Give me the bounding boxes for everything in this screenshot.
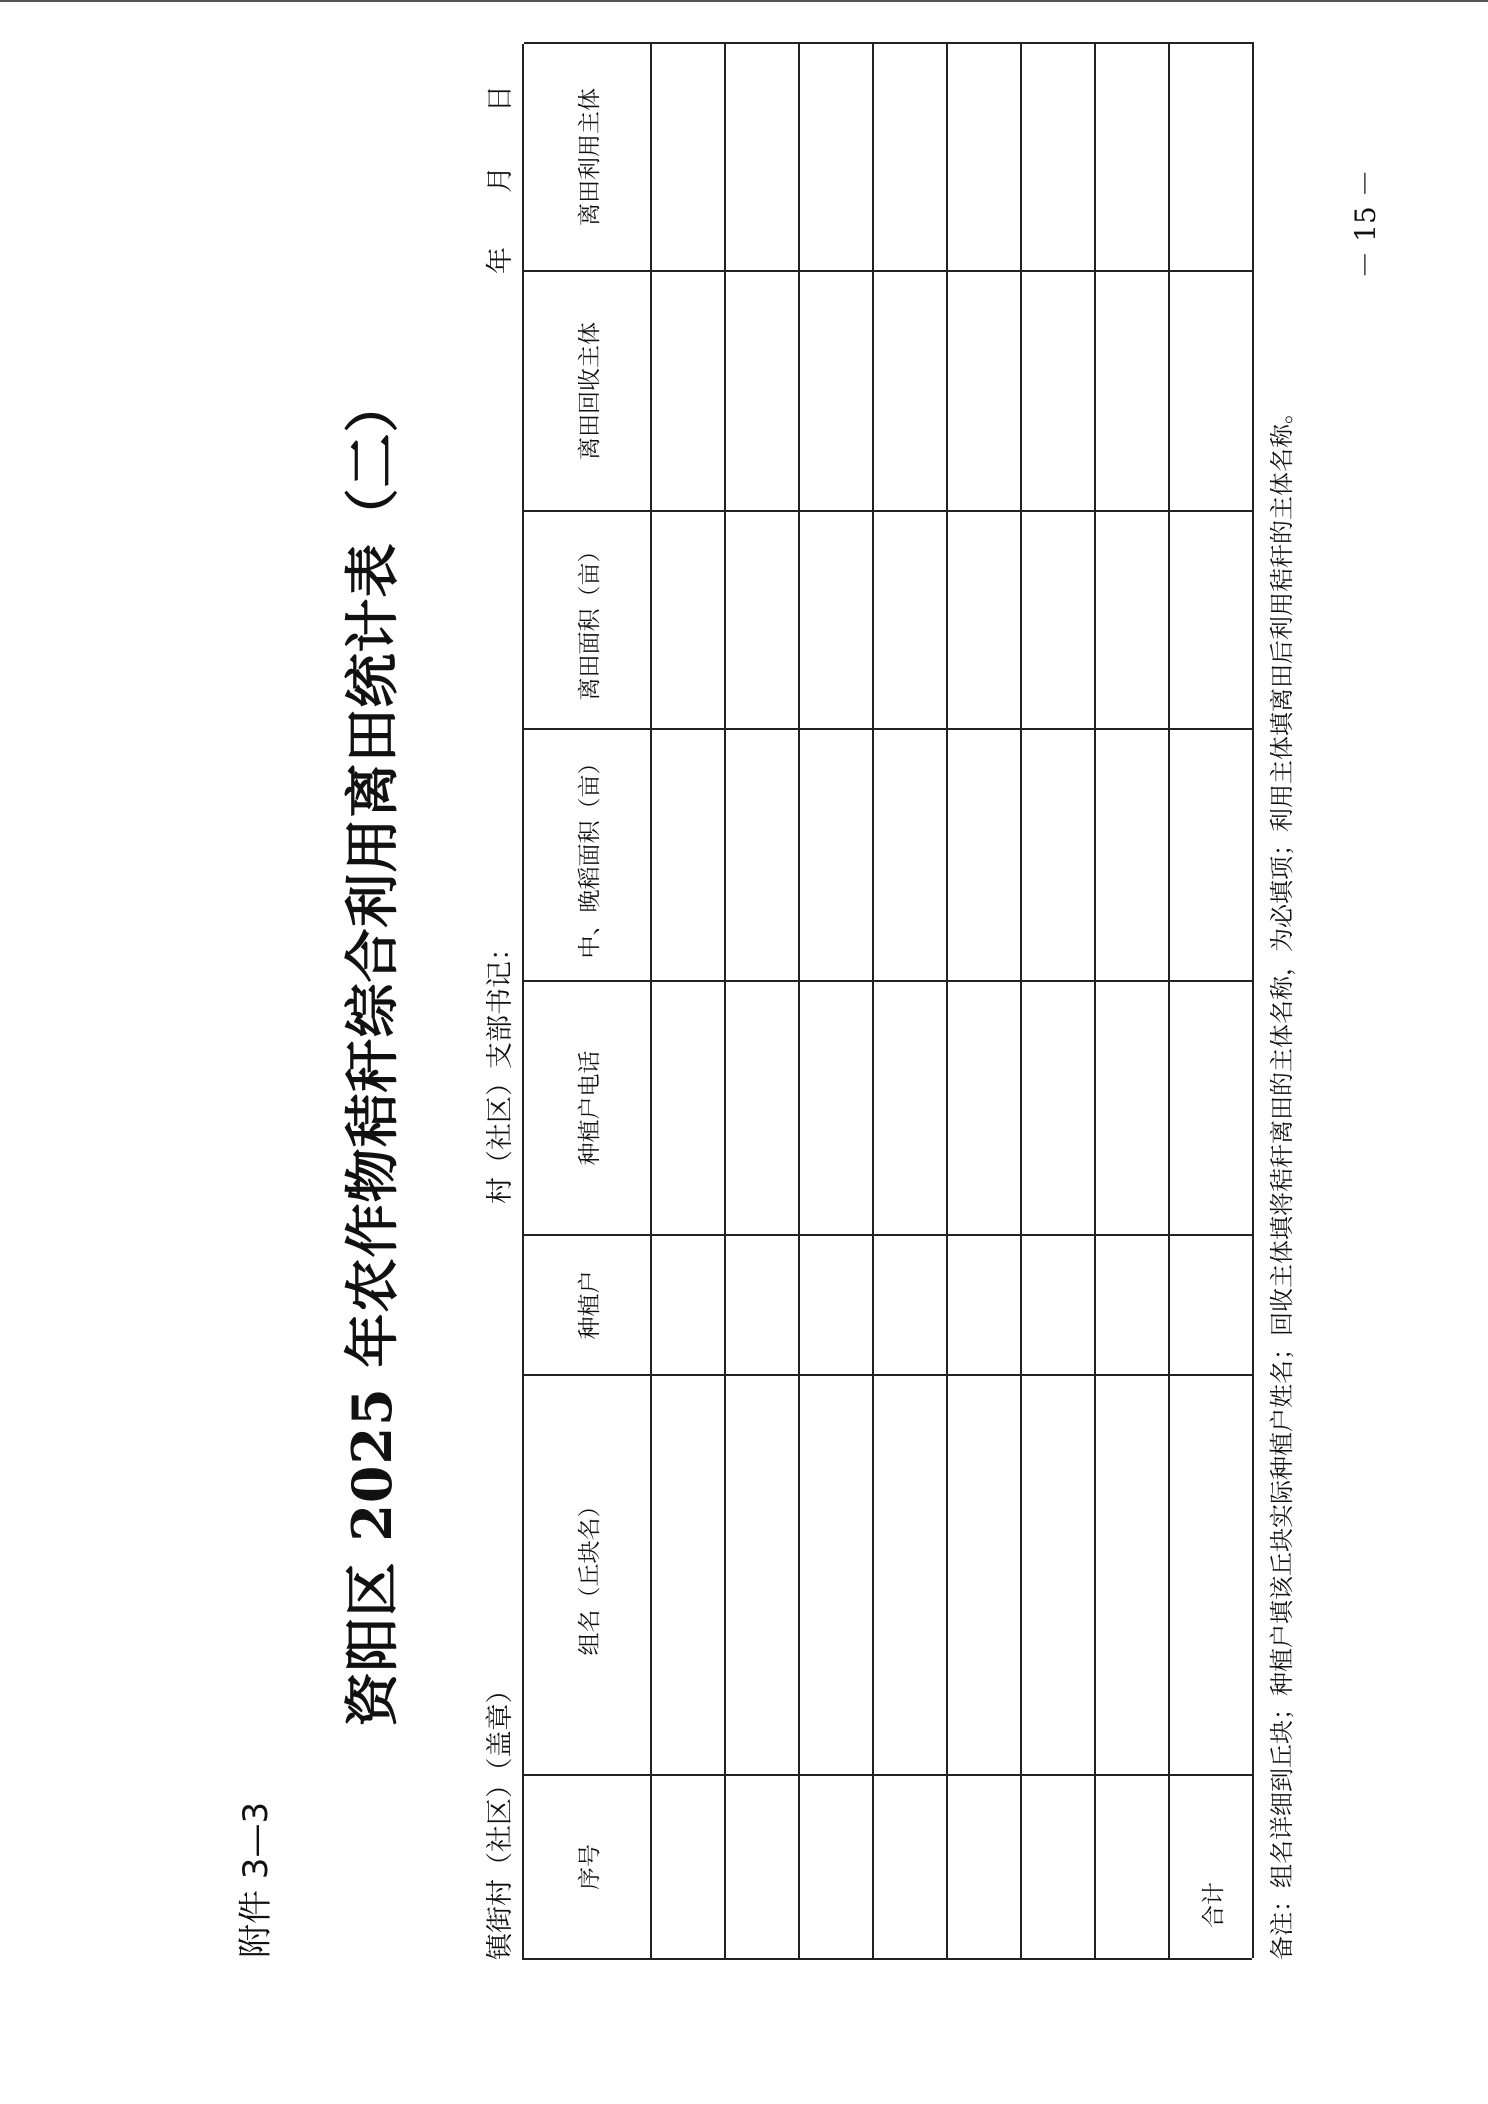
table-cell bbox=[1022, 1774, 1096, 1958]
total-row-cell bbox=[1170, 270, 1254, 510]
table-header-cell: 离田利用主体 bbox=[524, 42, 652, 270]
table-cell bbox=[1096, 728, 1170, 980]
table-cell bbox=[726, 728, 800, 980]
table-header-cell: 种植户电话 bbox=[524, 980, 652, 1234]
date-label: 年 月 日 bbox=[485, 85, 516, 274]
total-row-cell bbox=[1170, 42, 1254, 270]
table-cell bbox=[874, 728, 948, 980]
table-cell bbox=[1022, 728, 1096, 980]
table-header-cell: 中、晚稻面积（亩） bbox=[524, 728, 652, 980]
table-cell bbox=[800, 1234, 874, 1374]
table-cell bbox=[726, 510, 800, 728]
total-row-cell bbox=[1170, 728, 1254, 980]
table-cell bbox=[1022, 42, 1096, 270]
table-cell bbox=[800, 42, 874, 270]
table-cell bbox=[652, 728, 726, 980]
table-cell bbox=[874, 510, 948, 728]
table-cell bbox=[874, 1374, 948, 1774]
table-cell bbox=[948, 510, 1022, 728]
table-cell bbox=[948, 728, 1022, 980]
table-cell bbox=[948, 1774, 1022, 1958]
table-cell bbox=[1022, 980, 1096, 1234]
table-cell bbox=[800, 728, 874, 980]
table-header-cell: 组名（丘块名） bbox=[524, 1374, 652, 1774]
total-row-cell bbox=[1170, 1234, 1254, 1374]
table-cell bbox=[1022, 270, 1096, 510]
total-row-label: 合计 bbox=[1170, 1774, 1254, 1958]
table-cell bbox=[948, 42, 1022, 270]
table-cell bbox=[874, 1774, 948, 1958]
table-cell bbox=[1022, 510, 1096, 728]
document-title: 资阳区 2025 年农作物秸秆综合利用离田统计表（二） bbox=[340, 377, 404, 1727]
table-header-cell: 离田回收主体 bbox=[524, 270, 652, 510]
statistics-table bbox=[522, 44, 1252, 1960]
table-cell bbox=[948, 270, 1022, 510]
table-cell bbox=[726, 42, 800, 270]
table-cell bbox=[652, 1374, 726, 1774]
table-cell bbox=[800, 510, 874, 728]
page-number: － 15 － bbox=[1349, 169, 1382, 279]
table-cell bbox=[948, 1374, 1022, 1774]
table-cell bbox=[874, 270, 948, 510]
table-cell bbox=[726, 270, 800, 510]
table-header-cell: 序号 bbox=[524, 1774, 652, 1958]
table-cell bbox=[948, 1234, 1022, 1374]
attachment-label: 附件 3—3 bbox=[236, 1801, 276, 1958]
table-cell bbox=[800, 1374, 874, 1774]
table-cell bbox=[1096, 42, 1170, 270]
table-cell bbox=[800, 980, 874, 1234]
table-cell bbox=[874, 42, 948, 270]
table-cell bbox=[726, 1234, 800, 1374]
table-cell bbox=[948, 980, 1022, 1234]
table-cell bbox=[800, 270, 874, 510]
town-stamp-label: 镇街村（社区）（盖章） bbox=[485, 1676, 516, 1960]
table-cell bbox=[874, 1234, 948, 1374]
remarks-note: 备注：组名详细到丘块；种植户填该丘块实际种植户姓名；回收主体填将秸秆离田的主体名称，为必填项；利用主体填离田后利用秸秆的主体名称。 bbox=[1268, 400, 1296, 1960]
table-cell bbox=[652, 1234, 726, 1374]
table-cell bbox=[1096, 1774, 1170, 1958]
table-cell bbox=[652, 1774, 726, 1958]
table-cell bbox=[800, 1774, 874, 1958]
table-cell bbox=[652, 42, 726, 270]
table-cell bbox=[1022, 1374, 1096, 1774]
table-cell bbox=[1096, 1374, 1170, 1774]
table-cell bbox=[1096, 1234, 1170, 1374]
table-header-cell: 种植户 bbox=[524, 1234, 652, 1374]
table-cell bbox=[726, 980, 800, 1234]
secretary-label: 村（社区）支部书记： bbox=[485, 934, 516, 1204]
total-row-cell bbox=[1170, 1374, 1254, 1774]
total-row-cell bbox=[1170, 510, 1254, 728]
table-cell bbox=[726, 1374, 800, 1774]
table-cell bbox=[726, 1774, 800, 1958]
table-cell bbox=[652, 980, 726, 1234]
table-cell bbox=[1096, 270, 1170, 510]
table-header-cell: 离田面积（亩） bbox=[524, 510, 652, 728]
table-cell bbox=[1096, 980, 1170, 1234]
table-cell bbox=[874, 980, 948, 1234]
total-row-cell bbox=[1170, 980, 1254, 1234]
table-cell bbox=[652, 510, 726, 728]
table-cell bbox=[1022, 1234, 1096, 1374]
table-cell bbox=[1096, 510, 1170, 728]
table-cell bbox=[652, 270, 726, 510]
